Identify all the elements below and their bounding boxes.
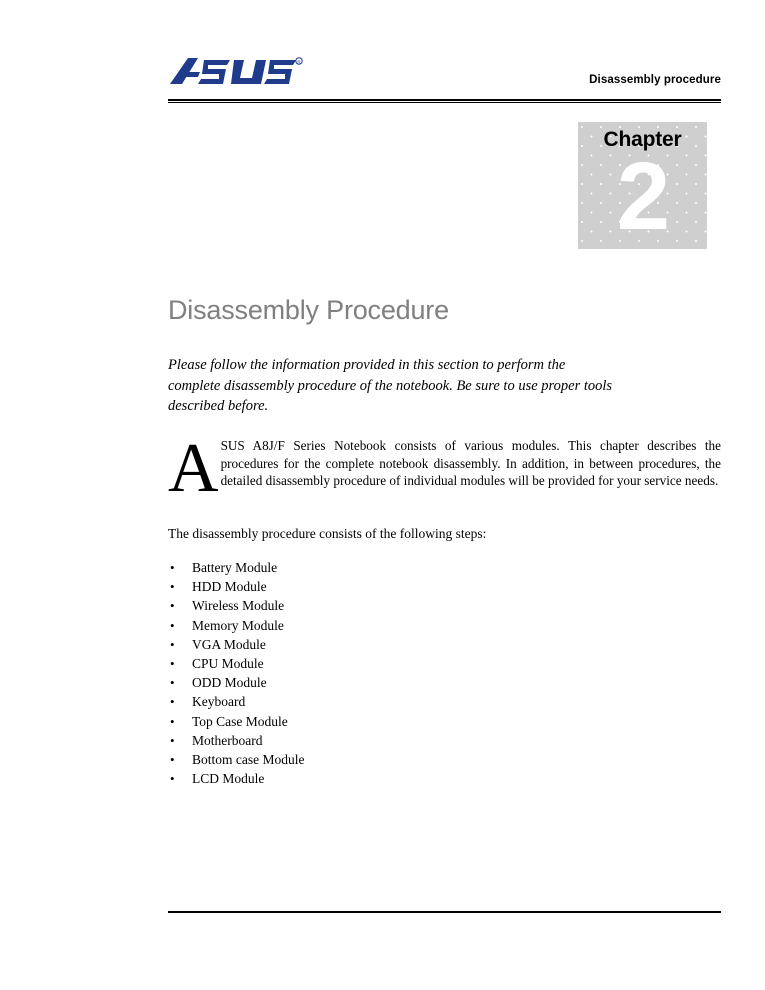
header-title: Disassembly procedure (589, 74, 721, 86)
bullet-icon: • (170, 732, 175, 748)
bullet-icon: • (170, 636, 175, 652)
list-item (168, 673, 468, 692)
drop-cap: A (168, 430, 219, 507)
bullet-icon: • (170, 655, 175, 671)
chapter-badge (578, 122, 707, 249)
header-divider-thick (168, 99, 721, 101)
bullet-icon: • (170, 579, 175, 595)
list-item-label: LCD Module (192, 771, 265, 787)
list-item (168, 712, 468, 731)
asus-logo (168, 52, 304, 94)
list-item (168, 616, 468, 635)
header-divider-thin (168, 102, 721, 103)
chapter-label: Chapter (603, 128, 682, 151)
bullet-icon: • (170, 713, 175, 729)
list-item-label: Motherboard (192, 732, 263, 748)
chapter-number: 2 (616, 143, 669, 249)
list-item (168, 596, 468, 615)
bullet-icon: • (170, 675, 175, 691)
list-item (168, 692, 468, 711)
intro-paragraph: Please follow the information provided in this section to perform the complete disassembly procedure of the notebook. Be sure to use proper tools described before. (168, 357, 613, 414)
list-item-label: Top Case Module (192, 713, 288, 729)
page-title: Disassembly Procedure (168, 295, 449, 325)
header-divider (168, 99, 721, 103)
list-item-label: ODD Module (192, 675, 267, 691)
list-item (168, 577, 468, 596)
list-item (168, 769, 468, 788)
list-item (168, 750, 468, 769)
list-item-label: CPU Module (192, 655, 264, 671)
list-item (168, 654, 468, 673)
svg-text:R: R (297, 59, 301, 65)
bullet-icon: • (170, 751, 175, 767)
list-item-label: Wireless Module (192, 598, 285, 614)
list-item-label: HDD Module (192, 579, 267, 595)
list-item (168, 731, 468, 750)
list-item-label: Battery Module (192, 560, 278, 575)
list-item-label: Keyboard (192, 694, 246, 710)
body-paragraph-block (168, 430, 721, 507)
bullet-icon: • (170, 560, 175, 575)
bullet-icon: • (170, 771, 175, 787)
page-header (168, 52, 721, 100)
footer-divider (168, 911, 721, 913)
list-item (168, 635, 468, 654)
list-item-label: VGA Module (192, 636, 266, 652)
bullet-icon: • (170, 598, 175, 614)
steps-lead-in: The disassembly procedure consists of the following steps: (168, 526, 487, 541)
body-paragraph: SUS A8J/F Series Notebook consists of various modules. This chapter describes the procedures for the complete notebook disassembly. In addition, in between procedures, the detailed disassembly procedure of individual modules will be provided for your service needs. (220, 438, 721, 488)
list-item-label: Bottom case Module (192, 751, 305, 767)
list-item-label: Memory Module (192, 617, 284, 633)
bullet-icon: • (170, 694, 175, 710)
steps-list (168, 558, 468, 788)
list-item (168, 558, 468, 577)
bullet-icon: • (170, 617, 175, 633)
